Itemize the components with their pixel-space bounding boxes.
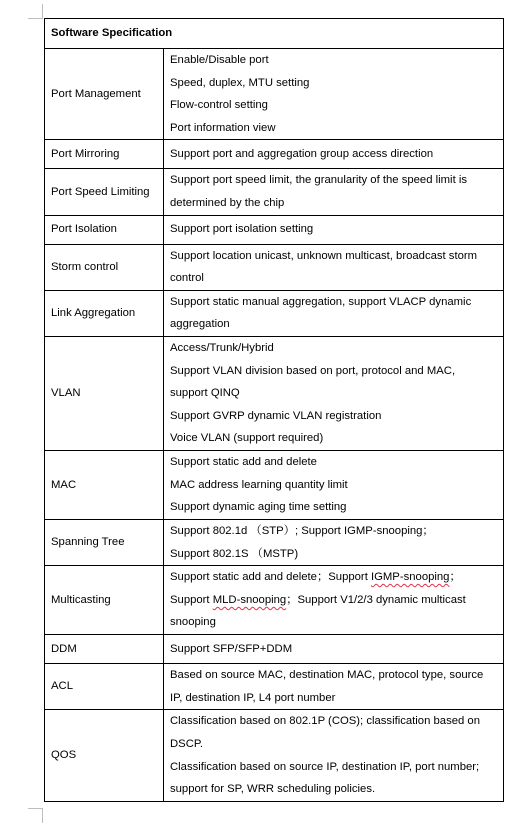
value-text: Classification based on source IP, destination IP, port number; support for SP, WRR scheduling policies. — [170, 760, 480, 796]
table-title: Software Specification — [45, 19, 504, 49]
row-value — [164, 336, 504, 450]
page-corner-mark — [28, 4, 43, 19]
table-row — [45, 566, 504, 635]
value-line: Support GVRP dynamic VLAN registration — [170, 409, 382, 422]
value-line: Support VLAN division based on port, protocol and MAC, — [170, 364, 456, 377]
row-value: Support port speed limit, the granularity of the speed limit is determined by the chip — [164, 169, 504, 215]
table-row — [45, 664, 504, 710]
table-row — [45, 244, 504, 290]
value-text: Classification based on 802.1P (COS); classification based on DSCP. — [170, 715, 480, 750]
row-value — [164, 140, 504, 169]
value-line: Port information view — [170, 121, 276, 134]
row-value — [164, 519, 504, 565]
row-value — [164, 635, 504, 664]
row-value — [164, 49, 504, 140]
row-label: DDM — [45, 635, 164, 664]
row-label: MAC — [45, 450, 164, 519]
table-row — [45, 450, 504, 519]
table-row — [45, 169, 504, 215]
row-value — [164, 566, 504, 635]
table-row — [45, 519, 504, 565]
value-line: Speed, duplex, MTU setting — [170, 76, 310, 89]
spellcheck-underlined-text: IGMP-snooping — [370, 571, 450, 584]
value-line: Support 802.1d （STP）; Support IGMP-snooping； — [170, 524, 434, 537]
row-label: Port Speed Limiting — [45, 169, 164, 215]
value-text: Support — [170, 593, 213, 606]
row-label: Storm control — [45, 244, 164, 290]
value-line: Support dynamic aging time setting — [170, 501, 347, 514]
table-row — [45, 290, 504, 336]
table-row — [45, 710, 504, 801]
value-line: Support port isolation setting — [170, 223, 314, 236]
row-label: Port Mirroring — [45, 140, 164, 169]
table-header-row — [45, 19, 504, 49]
table-row — [45, 49, 504, 140]
row-value: Support static manual aggregation, support VLACP dynamic aggregation — [164, 290, 504, 336]
value-line: Support port and aggregation group access direction — [170, 148, 434, 161]
value-line: Access/Trunk/Hybrid — [170, 341, 274, 354]
row-value: Support location unicast, unknown multicast, broadcast storm control — [164, 244, 504, 290]
row-value — [164, 215, 504, 244]
value-line: Flow-control setting — [170, 99, 268, 112]
value-line: Voice VLAN (support required) — [170, 432, 324, 445]
row-label: Spanning Tree — [45, 519, 164, 565]
value-line: Support SFP/SFP+DDM — [170, 642, 293, 655]
table-row — [45, 140, 504, 169]
software-spec-table — [44, 18, 504, 802]
row-value — [164, 450, 504, 519]
value-text: ； — [449, 571, 461, 584]
value-line: support QINQ — [170, 387, 240, 400]
value-line: Support 802.1S （MSTP) — [170, 547, 299, 560]
row-label: QOS — [45, 710, 164, 801]
value-line: Support static add and delete — [170, 456, 317, 469]
value-text: ；Support V1/2/3 dynamic multicast snooping — [170, 593, 466, 629]
row-label: Link Aggregation — [45, 290, 164, 336]
row-label: Port Management — [45, 49, 164, 140]
row-label: Port Isolation — [45, 215, 164, 244]
row-label: Multicasting — [45, 566, 164, 635]
row-label: VLAN — [45, 336, 164, 450]
value-line: Enable/Disable port — [170, 54, 269, 66]
row-value: Based on source MAC, destination MAC, protocol type, source IP, destination IP, L4 port number — [164, 664, 504, 710]
value-line: MAC address learning quantity limit — [170, 478, 348, 491]
table-row — [45, 215, 504, 244]
row-value — [164, 710, 504, 801]
value-text: Support static add and delete；Support — [170, 571, 371, 584]
row-label: ACL — [45, 664, 164, 710]
table-row — [45, 336, 504, 450]
page-corner-mark — [28, 808, 43, 823]
spellcheck-underlined-text: MLD-snooping — [212, 593, 287, 606]
table-row — [45, 635, 504, 664]
